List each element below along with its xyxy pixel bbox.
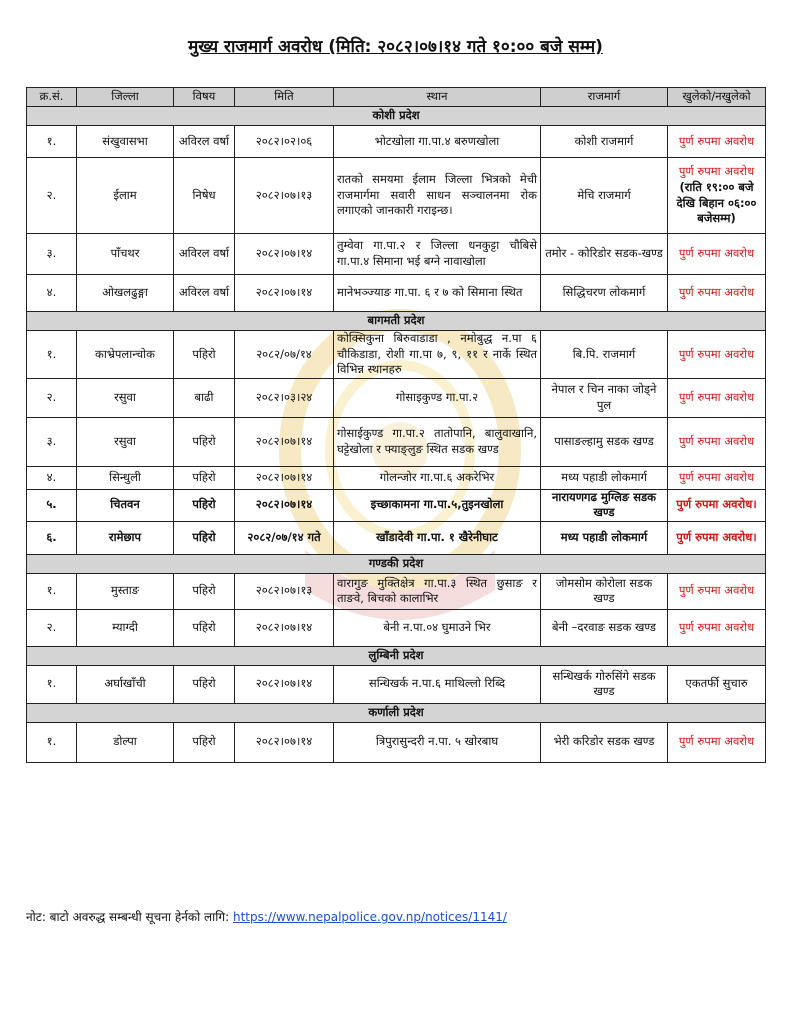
highway-cell: बि.पि. राजमार्ग: [541, 331, 668, 379]
subject-cell: पहिरो: [174, 331, 235, 379]
status-text: पुर्ण रुपमा अवरोध: [678, 469, 755, 484]
table-row: [27, 665, 766, 703]
location-cell: वारागुङ मुक्तिक्षेत्र गा.पा.३ स्थित छुसाङ र ताङवे, बिचको कालाभिर: [334, 573, 541, 609]
date-cell: २०८२।०७।१४: [235, 665, 334, 703]
status-cell: [668, 126, 766, 158]
highway-cell: भेरी करिडोर सडक खण्ड: [541, 722, 668, 762]
district-cell: चितवन: [77, 489, 174, 521]
subject-cell: अविरल वर्षा: [174, 234, 235, 275]
status-text: पुर्ण रुपमा अवरोध: [678, 583, 755, 598]
subject-cell: बाढी: [174, 378, 235, 417]
highway-cell: बेनी –दरवाङ सडक खण्ड: [541, 609, 668, 646]
col-subject: विषय: [174, 88, 235, 107]
district-cell: डोल्पा: [77, 722, 174, 762]
serial-cell: ४.: [27, 466, 77, 489]
status-cell: [668, 521, 766, 554]
highway-cell: जोमसोम कोरोला सडक खण्ड: [541, 573, 668, 609]
status-text: पुर्ण रुपमा अवरोध: [678, 133, 755, 148]
date-cell: २०८२।०७।१४: [235, 234, 334, 275]
status-cell: [668, 665, 766, 703]
status-cell: [668, 573, 766, 609]
location-cell: तुम्वेवा गा.पा.२ र जिल्ला धनकुट्टा चौबिसे गा.पा.४ सिमाना भई बग्ने नावाखोला: [334, 234, 541, 275]
district-cell: रसुवा: [77, 378, 174, 417]
location-cell: बेनी न.पा.०४ घुमाउने भिर: [334, 609, 541, 646]
serial-cell: ६.: [27, 521, 77, 554]
table-row: [27, 275, 766, 312]
location-cell: खाँडादेवी गा.पा. १ खैरेनीघाट: [334, 521, 541, 554]
table-row: [27, 331, 766, 379]
table-body: [27, 107, 766, 763]
road-obstruction-table: [26, 87, 766, 763]
status-text: पुर्ण रुपमा अवरोध: [678, 389, 755, 404]
district-cell: म्याग्दी: [77, 609, 174, 646]
district-cell: ईलाम: [77, 158, 174, 234]
table-row: [27, 489, 766, 521]
table-row: [27, 722, 766, 762]
status-text: पुर्ण रुपमा अवरोध।: [676, 529, 757, 544]
col-district: जिल्ला: [77, 88, 174, 107]
subject-cell: पहिरो: [174, 722, 235, 762]
serial-cell: ४.: [27, 275, 77, 312]
highway-cell: पासाङल्हामु सडक खण्ड: [541, 417, 668, 466]
district-cell: सिन्धुली: [77, 466, 174, 489]
subject-cell: अविरल वर्षा: [174, 126, 235, 158]
province-row: [27, 312, 766, 331]
location-cell: गोसाईकुण्ड गा.पा.२ तातोपानि, बालुवाखानि, घट्टेखोला र फ्याङ्लुङ स्थित सडक खण्ड: [334, 417, 541, 466]
table-row: [27, 466, 766, 489]
serial-cell: २.: [27, 158, 77, 234]
highway-cell: मध्य पहाडी लोकमार्ग: [541, 466, 668, 489]
status-text: पुर्ण रुपमा अवरोध: [678, 433, 755, 448]
date-cell: २०८२।०७।१४: [235, 275, 334, 312]
status-cell: [668, 158, 766, 234]
province-name: कोशी प्रदेश: [27, 107, 766, 126]
table-row: [27, 417, 766, 466]
district-cell: रामेछाप: [77, 521, 174, 554]
table-row: [27, 126, 766, 158]
highway-cell: तमोर - कोरिडोर सडक-खण्ड: [541, 234, 668, 275]
date-cell: २०८२।०७।१४: [235, 489, 334, 521]
status-text: पुर्ण रुपमा अवरोध: [678, 285, 755, 300]
date-cell: २०८२।०७।१३: [235, 573, 334, 609]
subject-cell: पहिरो: [174, 466, 235, 489]
location-cell: गोसाइकुण्ड गा.पा.२: [334, 378, 541, 417]
subject-cell: पहिरो: [174, 417, 235, 466]
table-row: [27, 521, 766, 554]
serial-cell: २.: [27, 378, 77, 417]
province-row: [27, 554, 766, 573]
status-text: पुर्ण रुपमा अवरोध: [678, 164, 755, 179]
table-row: [27, 378, 766, 417]
district-cell: काभ्रेपलान्चोक: [77, 331, 174, 379]
subject-cell: पहिरो: [174, 489, 235, 521]
date-cell: २०८२।०२।०६: [235, 126, 334, 158]
district-cell: पाँचथर: [77, 234, 174, 275]
subject-cell: निषेध: [174, 158, 235, 234]
highway-cell: मध्य पहाडी लोकमार्ग: [541, 521, 668, 554]
subject-cell: अविरल वर्षा: [174, 275, 235, 312]
province-name: बागमती प्रदेश: [27, 312, 766, 331]
date-cell: २०८२।०३।२४: [235, 378, 334, 417]
date-cell: २०८२।०७।१४: [235, 466, 334, 489]
province-name: गण्डकी प्रदेश: [27, 554, 766, 573]
footnote-text: नोट: बाटो अवरुद्ध सम्बन्धी सूचना हेर्नको लागि:: [26, 910, 233, 924]
status-cell: [668, 466, 766, 489]
location-cell: इच्छाकामना गा.पा.५,तुइनखोला: [334, 489, 541, 521]
location-cell: सन्धिखर्क न.पा.६ माथिल्लो रिब्दि: [334, 665, 541, 703]
table-row: [27, 234, 766, 275]
status-cell: [668, 417, 766, 466]
highway-cell: मेचि राजमार्ग: [541, 158, 668, 234]
district-cell: ओखलढुङ्गा: [77, 275, 174, 312]
location-cell: रातको समयमा ईलाम जिल्ला भित्रको मेची राजमार्गमा सवारी साधन सञ्चालनमा रोक लगाएको जानकारी गराइन्छ।: [334, 158, 541, 234]
district-cell: रसुवा: [77, 417, 174, 466]
date-cell: २०८२/०७/१४: [235, 331, 334, 379]
subject-cell: पहिरो: [174, 573, 235, 609]
location-cell: भोटखोला गा.पा.४ बरुणखोला: [334, 126, 541, 158]
location-cell: मानेभञ्ज्याङ गा.पा. ६ र ७ को सिमाना स्थित: [334, 275, 541, 312]
status-cell: [668, 722, 766, 762]
col-serial: क्र.सं.: [27, 88, 77, 107]
status-cell: [668, 275, 766, 312]
col-location: स्थान: [334, 88, 541, 107]
status-text: पुर्ण रुपमा अवरोध: [678, 246, 755, 261]
col-date: मिति: [235, 88, 334, 107]
status-text: पुर्ण रुपमा अवरोध।: [676, 497, 757, 512]
status-cell: [668, 234, 766, 275]
location-cell: गोलन्जोर गा.पा.६ अकरेभिर: [334, 466, 541, 489]
col-highway: राजमार्ग: [541, 88, 668, 107]
status-cell: [668, 331, 766, 379]
status-text: पुर्ण रुपमा अवरोध: [678, 346, 755, 361]
status-cell: [668, 489, 766, 521]
highway-cell: नारायणगढ मुग्लिङ सडक खण्ड: [541, 489, 668, 521]
district-cell: मुस्ताङ: [77, 573, 174, 609]
location-cell: कोक्सिकुना बिरुवाडाडा , नमोबुद्ध न.पा ६ चौकिडाडा, रोशी गा.पा ७, ९, ११ र नार्के स्थित विभिन्न स्थानहरु: [334, 331, 541, 379]
page-title: मुख्य राजमार्ग अवरोध (मिति: २०८२।०७।१४ गते १०:०० बजे सम्म): [188, 37, 603, 57]
serial-cell: १.: [27, 665, 77, 703]
serial-cell: ३.: [27, 417, 77, 466]
status-text: पुर्ण रुपमा अवरोध: [678, 619, 755, 634]
serial-cell: १.: [27, 722, 77, 762]
status-text: एकतर्फी सुचारु: [685, 676, 748, 691]
district-cell: अर्घाखाँची: [77, 665, 174, 703]
highway-cell: सिद्धिचरण लोकमार्ग: [541, 275, 668, 312]
province-row: [27, 107, 766, 126]
location-cell: त्रिपुरासुन्दरी न.पा. ५ खोरबाघ: [334, 722, 541, 762]
serial-cell: १.: [27, 331, 77, 379]
serial-cell: ३.: [27, 234, 77, 275]
footnote: [26, 908, 507, 925]
serial-cell: ५.: [27, 489, 77, 521]
status-note: (राति १९:०० बजे देखि बिहान ०६:०० बजेसम्म): [676, 179, 757, 226]
highway-cell: कोशी राजमार्ग: [541, 126, 668, 158]
province-row: [27, 646, 766, 665]
header-row: [27, 88, 766, 107]
province-row: [27, 703, 766, 722]
serial-cell: २.: [27, 609, 77, 646]
table-row: [27, 158, 766, 234]
province-name: कर्णाली प्रदेश: [27, 703, 766, 722]
table-row: [27, 609, 766, 646]
highway-cell: सन्धिखर्क गोरुसिंगे सडक खण्ड: [541, 665, 668, 703]
col-status: खुलेको/नखुलेको: [668, 88, 766, 107]
serial-cell: १.: [27, 126, 77, 158]
status-cell: [668, 378, 766, 417]
province-name: लुम्बिनी प्रदेश: [27, 646, 766, 665]
district-cell: संखुवासभा: [77, 126, 174, 158]
notice-link[interactable]: https://www.nepalpolice.gov.np/notices/1141/: [232, 910, 507, 924]
highway-cell: नेपाल र चिन नाका जोड्ने पुल: [541, 378, 668, 417]
subject-cell: पहिरो: [174, 665, 235, 703]
date-cell: २०८२।०७।१३: [235, 158, 334, 234]
subject-cell: पहिरो: [174, 609, 235, 646]
status-cell: [668, 609, 766, 646]
date-cell: २०८२/०७/१४ गते: [235, 521, 334, 554]
serial-cell: १.: [27, 573, 77, 609]
date-cell: २०८२।०७।१४: [235, 722, 334, 762]
date-cell: २०८२।०७।१४: [235, 609, 334, 646]
table-row: [27, 573, 766, 609]
status-text: पुर्ण रुपमा अवरोध: [678, 734, 755, 749]
date-cell: २०८२।०७।१४: [235, 417, 334, 466]
subject-cell: पहिरो: [174, 521, 235, 554]
